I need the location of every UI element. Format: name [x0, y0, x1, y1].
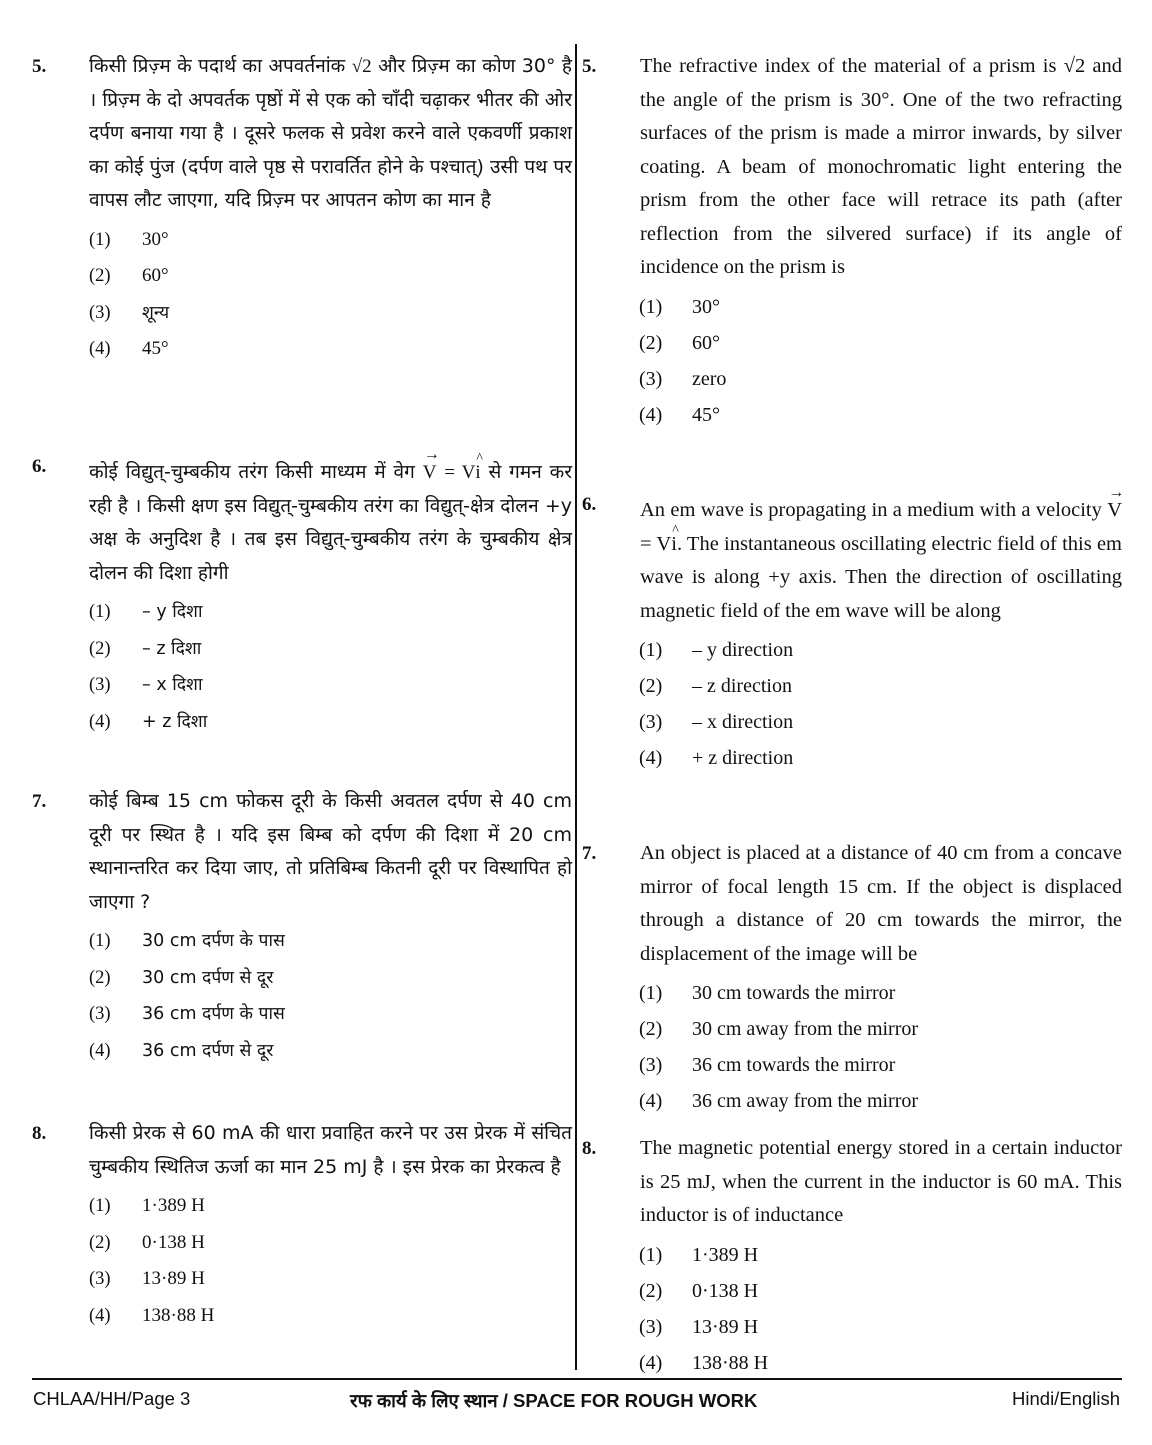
- option-1[interactable]: [89, 923, 572, 960]
- option-3[interactable]: [639, 1309, 1122, 1345]
- option-text: + z दिशा: [142, 711, 208, 732]
- option-2[interactable]: [639, 1011, 1122, 1047]
- option-4[interactable]: [639, 397, 1122, 433]
- unit-vector: ^ i: [671, 522, 679, 555]
- option-text: 30 cm towards the mirror: [692, 982, 896, 1004]
- option-text: 60°: [692, 331, 720, 354]
- option-number: (1): [89, 931, 111, 951]
- option-3[interactable]: [89, 295, 572, 332]
- option-text: 1·389 H: [142, 1195, 205, 1216]
- option-text: 30 cm दर्पण के पास: [142, 931, 285, 951]
- option-text: + z direction: [692, 747, 794, 769]
- option-text: 13·89 H: [692, 1315, 759, 1338]
- velocity-vector: → V: [422, 446, 440, 483]
- option-3[interactable]: [89, 1261, 572, 1298]
- option-text: – y direction: [692, 639, 794, 661]
- question-5-hindi: [32, 50, 572, 368]
- option-number: (2): [89, 967, 111, 988]
- question-text: [640, 484, 1125, 628]
- question-text: किसी प्रेरक से 60 mA की धारा प्रवाहित करने पर उस प्रेरक में संचित चुम्बकीय स्थितिज ऊर्जा का मान 25 mJ है । इस प्रेरक का प्रेरकत्व है: [89, 1122, 572, 1178]
- question-text: [89, 50, 572, 218]
- question-text: The magnetic potential energy stored in a certain inductor is 25 mJ, when the current in the inductor is 60 mA. This inductor is of inductance: [640, 1137, 1122, 1226]
- option-4[interactable]: [89, 1033, 572, 1070]
- option-4[interactable]: [89, 331, 572, 368]
- option-number: (3): [639, 1054, 663, 1076]
- question-text-part: और प्रिज़्म का कोण 30° है । प्रिज़्म के दो अपवर्तक पृष्ठों में से एक को चाँदी चढ़ाकर भीतर की ओर दर्पण बनाया गया है । दूसरे फलक से प्रवेश करने वाले एकवर्णी प्रकाश का कोई पुंज (दर्पण वाले पृष्ठ से परावर्तित होने के पश्चात्) उसी पथ पर वापस लौट जाएगा, यदि प्रिज़्म पर आपतन कोण का मान है: [89, 55, 573, 211]
- option-2[interactable]: [639, 668, 1122, 704]
- option-number: (4): [89, 1040, 111, 1061]
- sqrt-two: √2: [1063, 55, 1086, 77]
- option-text: शून्य: [142, 302, 170, 323]
- options-list: [639, 289, 1122, 433]
- option-text: 0·138 H: [692, 1279, 759, 1302]
- option-number: (4): [639, 403, 663, 426]
- option-text: 45°: [692, 403, 720, 426]
- question-text-part: किसी प्रिज़्म के पदार्थ का अपवर्तनांक: [89, 55, 346, 77]
- option-number: (4): [639, 1351, 663, 1374]
- question-text: An object is placed at a distance of 40 cm from a concave mirror of focal length 15 cm. If the object is displaced through a distance of 20 cm towards the mirror, the displacement of the image will be: [640, 842, 1122, 965]
- question-6-english: [582, 484, 1125, 776]
- question-number: 5.: [582, 56, 597, 77]
- options-list: [89, 594, 572, 740]
- question-text-part: and the angle of the prism is 30°. One of the two refracting surfaces of the prism is made a mirror inwards, by silver coating. A beam of monochromatic light entering the prism from the other face will retrace its path (after reflection from the silvered surface) if its angle of incidence on the prism is: [640, 55, 1123, 278]
- option-text: 1·389 H: [692, 1243, 759, 1266]
- option-text: – z दिशा: [142, 638, 202, 659]
- question-5-english: [582, 50, 1122, 433]
- option-number: (1): [639, 295, 663, 318]
- option-1[interactable]: [89, 1188, 572, 1225]
- option-text: – y दिशा: [142, 602, 203, 622]
- question-number: 8.: [582, 1138, 597, 1159]
- options-list: [89, 923, 572, 1069]
- option-number: (4): [639, 747, 663, 769]
- question-text: कोई बिम्ब 15 cm फोकस दूरी के किसी अवतल दर्पण से 40 cm दूरी पर स्थित है । यदि इस बिम्ब को दर्पण की दिशा में 20 cm स्थानान्तरित कर दिया जाए, तो प्रतिबिम्ब कितनी दूरी पर विस्थापित हो जाएगा ?: [89, 790, 572, 913]
- option-1[interactable]: [639, 1237, 1122, 1273]
- question-number: 6.: [32, 456, 47, 477]
- option-number: (1): [639, 982, 663, 1004]
- option-text: zero: [692, 367, 727, 390]
- option-1[interactable]: [639, 632, 1122, 668]
- option-number: (1): [639, 1243, 663, 1266]
- equation-part: = V: [640, 532, 672, 555]
- option-2[interactable]: [639, 1273, 1122, 1309]
- option-number: (2): [639, 675, 663, 697]
- rough-work-english: SPACE FOR ROUGH WORK: [513, 1390, 758, 1411]
- option-text: 138·88 H: [142, 1304, 215, 1326]
- option-text: 30°: [142, 228, 169, 250]
- question-number: 7.: [582, 843, 597, 864]
- option-number: (1): [89, 229, 111, 250]
- option-number: (1): [639, 639, 663, 661]
- option-number: (3): [639, 711, 663, 733]
- option-number: (1): [89, 1196, 111, 1216]
- option-number: (4): [89, 1305, 111, 1326]
- option-2[interactable]: [639, 325, 1122, 361]
- option-text: 30 cm away from the mirror: [692, 1018, 919, 1040]
- question-8-hindi: [32, 1117, 572, 1334]
- page-code: CHLAA/HH/Page 3: [33, 1388, 191, 1409]
- unit-vector: ^ i: [475, 451, 483, 483]
- vector-symbol: V: [1107, 499, 1122, 521]
- vector-symbol: V: [422, 462, 437, 483]
- option-number: (1): [89, 602, 111, 622]
- question-7-english: [582, 837, 1122, 1119]
- question-7-hindi: [32, 785, 572, 1069]
- option-text: 0·138 H: [142, 1231, 205, 1253]
- question-text: [89, 446, 573, 590]
- unit-symbol: i: [475, 462, 481, 483]
- column-divider: [575, 44, 577, 1370]
- option-2[interactable]: [89, 258, 572, 295]
- rough-work-hindi: रफ कार्य के लिए स्थान /: [350, 1390, 508, 1411]
- option-number: (4): [639, 1090, 663, 1112]
- question-text-part: An em wave is propagating in a medium with a velocity: [640, 499, 1102, 521]
- options-list: [89, 1188, 572, 1334]
- options-list: [639, 1237, 1122, 1381]
- option-text: 138·88 H: [692, 1351, 769, 1374]
- option-text: – x direction: [692, 711, 794, 733]
- question-text: [640, 50, 1122, 285]
- unit-symbol: i: [671, 532, 677, 555]
- option-4[interactable]: [639, 740, 1122, 776]
- option-number: (2): [639, 1279, 663, 1302]
- option-4[interactable]: [639, 1083, 1122, 1119]
- velocity-vector: → V: [1107, 484, 1125, 521]
- option-1[interactable]: [639, 975, 1122, 1011]
- question-text-part: . The instantaneous oscillating electric field of this em wave is along +y axis. Then the direction of oscillating magnetic field of the em wave will be along: [640, 532, 1123, 622]
- option-number: (3): [639, 367, 663, 390]
- option-2[interactable]: [89, 631, 572, 668]
- option-number: (3): [89, 1004, 111, 1024]
- option-text: 36 cm towards the mirror: [692, 1054, 896, 1076]
- option-text: 60°: [142, 265, 169, 286]
- question-number: 6.: [582, 494, 597, 515]
- question-number: 7.: [32, 791, 47, 812]
- option-text: 36 cm away from the mirror: [692, 1090, 919, 1112]
- rough-work-label: [350, 1388, 757, 1413]
- option-4[interactable]: [639, 1345, 1122, 1381]
- option-number: (2): [639, 331, 663, 354]
- question-text-part: The refractive index of the material of a prism is: [640, 55, 1057, 77]
- question-8-english: [582, 1132, 1122, 1381]
- option-text: 36 cm दर्पण के पास: [142, 1004, 285, 1024]
- option-number: (2): [89, 266, 111, 286]
- option-text: – x दिशा: [142, 675, 203, 695]
- language-label: Hindi/English: [1012, 1388, 1120, 1409]
- option-number: (2): [89, 638, 111, 659]
- option-text: 30 cm दर्पण से दूर: [142, 967, 274, 988]
- option-number: (4): [89, 711, 111, 732]
- option-number: (3): [89, 675, 111, 695]
- question-text-part: से गमन कर रही है । किसी क्षण इस विद्युत्-चुम्बकीय तरंग का विद्युत्-क्षेत्र दोलन +y अक्ष के अनुदिश है । तब इस विद्युत्-चुम्बकीय तरंग के चुम्बकीय क्षेत्र दोलन की दिशा होगी: [89, 461, 573, 584]
- option-4[interactable]: [89, 1298, 572, 1335]
- option-2[interactable]: [89, 960, 572, 997]
- option-1[interactable]: [89, 222, 572, 259]
- options-list: [89, 222, 572, 368]
- option-number: (2): [89, 1232, 111, 1253]
- option-number: (4): [89, 339, 111, 359]
- option-3[interactable]: [639, 361, 1122, 397]
- option-number: (3): [89, 302, 111, 323]
- option-text: 36 cm दर्पण से दूर: [142, 1040, 274, 1061]
- question-text-part: कोई विद्युत्-चुम्बकीय तरंग किसी माध्यम में वेग: [89, 461, 415, 483]
- question-number: 5.: [32, 56, 47, 77]
- option-text: 13·89 H: [142, 1268, 205, 1289]
- option-4[interactable]: [89, 704, 572, 741]
- option-text: 45°: [142, 338, 169, 359]
- footer-rule: [32, 1378, 1122, 1380]
- option-text: – z direction: [692, 675, 792, 697]
- option-1[interactable]: [639, 289, 1122, 325]
- option-3[interactable]: [639, 1047, 1122, 1083]
- option-3[interactable]: [639, 704, 1122, 740]
- options-list: [639, 975, 1122, 1119]
- options-list: [639, 632, 1122, 776]
- option-2[interactable]: [89, 1225, 572, 1262]
- option-text: 30°: [692, 295, 720, 318]
- option-number: (3): [639, 1315, 663, 1338]
- option-number: (3): [89, 1269, 111, 1289]
- question-number: 8.: [32, 1123, 47, 1144]
- question-6-hindi: [32, 446, 573, 740]
- equation-part: = V: [444, 462, 476, 483]
- option-3[interactable]: [89, 996, 572, 1033]
- option-number: (2): [639, 1018, 663, 1040]
- sqrt-two: √2: [351, 56, 372, 77]
- option-1[interactable]: [89, 594, 572, 631]
- option-3[interactable]: [89, 667, 572, 704]
